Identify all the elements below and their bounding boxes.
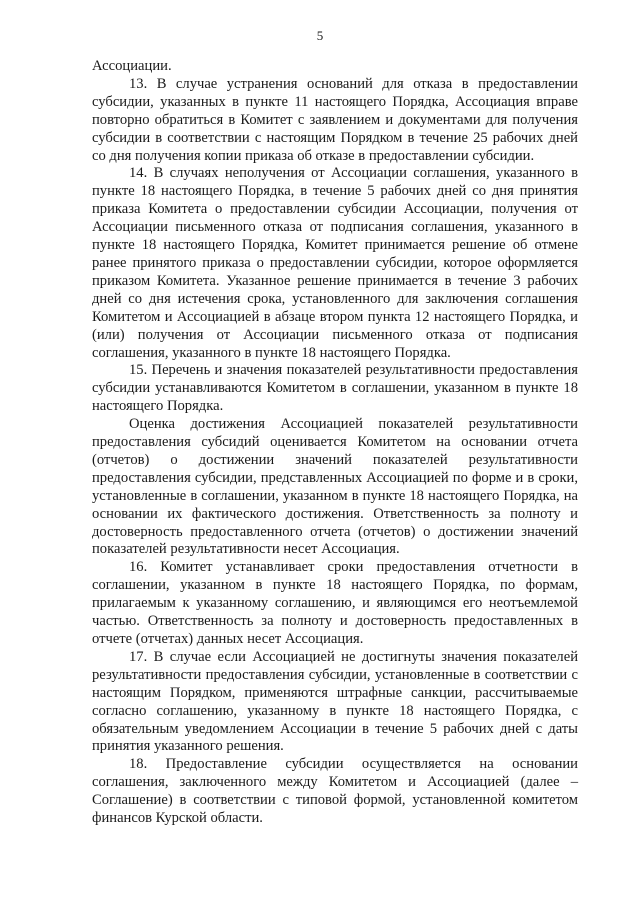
paragraph-15-assessment: Оценка достижения Ассоциацией показателей результативности предоставления субсидий оценивается Комитетом на основании отчета (отчетов) о достижении значений показателей результативности предоставления субсидии, представленных Ассоциацией по форме и в сроки, установленные в соглашении, указанном в пункте 18 настоящего Порядка, на основании их фактического достижения. Ответственность за полноту и достоверность предоставленного отчета (отчетов) о достижении значений показателей результативности несет Ассоциация. xyxy=(92,416,578,558)
paragraph-18: 18. Предоставление субсидии осуществляется на основании соглашения, заключенного между Комитетом и Ассоциацией (далее – Соглашение) в соответствии с типовой формой, установленной комитетом финансов Курской области. xyxy=(92,756,578,827)
document-body xyxy=(92,58,578,828)
paragraph-15: 15. Перечень и значения показателей результативности предоставления субсидии устанавливаются Комитетом в соглашении, указанном в пункте 18 настоящего Порядка. xyxy=(92,362,578,415)
paragraph-13: 13. В случае устранения оснований для отказа в предоставлении субсидии, указанных в пункте 11 настоящего Порядка, Ассоциация вправе повторно обратиться в Комитет с заявлением и документами для получения субсидии в соответствии с настоящим Порядком в течение 25 рабочих дней со дня получения копии приказа об отказе в предоставлении субсидии. xyxy=(92,75,578,164)
paragraph-continuation: Ассоциации. xyxy=(92,58,172,74)
page-number: 5 xyxy=(316,28,324,43)
paragraph-17: 17. В случае если Ассоциацией не достигнуты значения показателей результативности предоставления субсидии, установленные в соответствии с настоящим Порядком, применяются штрафные санкции, рассчитываемые согласно соглашению, указанному в пункте 18 настоящего Порядка, с обязательным уведомлением Ассоциации в течение 5 рабочих дней с даты принятия указанного решения. xyxy=(92,648,578,755)
paragraph-16: 16. Комитет устанавливает сроки предоставления отчетности в соглашении, указанном в пункте 18 настоящего Порядка, по формам, прилагаемым к указанному соглашению, и являющимся его неотъемлемой частью. Ответственность за полноту и достоверность предоставленных в отчете (отчетах) данных несет Ассоциация. xyxy=(92,559,578,647)
paragraph-14: 14. В случаях неполучения от Ассоциации соглашения, указанного в пункте 18 настоящего Порядка, в течение 5 рабочих дней со дня принятия приказа Комитета о предоставлении субсидии Ассоциации, получения от Ассоциации письменного отказа от подписания соглашения, указанного в пункте 18 настоящего Порядка, Комитет принимается решение об отмене ранее принятого приказа о предоставлении субсидии, которое оформляется приказом Комитета. Указанное решение принимается в течение 3 рабочих дней со дня истечения срока, установленного для заключения соглашения Комитетом и Ассоциацией в абзаце втором пункта 12 настоящего Порядка, и (или) получения от Ассоциации письменного отказа от подписания соглашения, указанного в пункте 18 настоящего Порядка. xyxy=(92,165,578,361)
